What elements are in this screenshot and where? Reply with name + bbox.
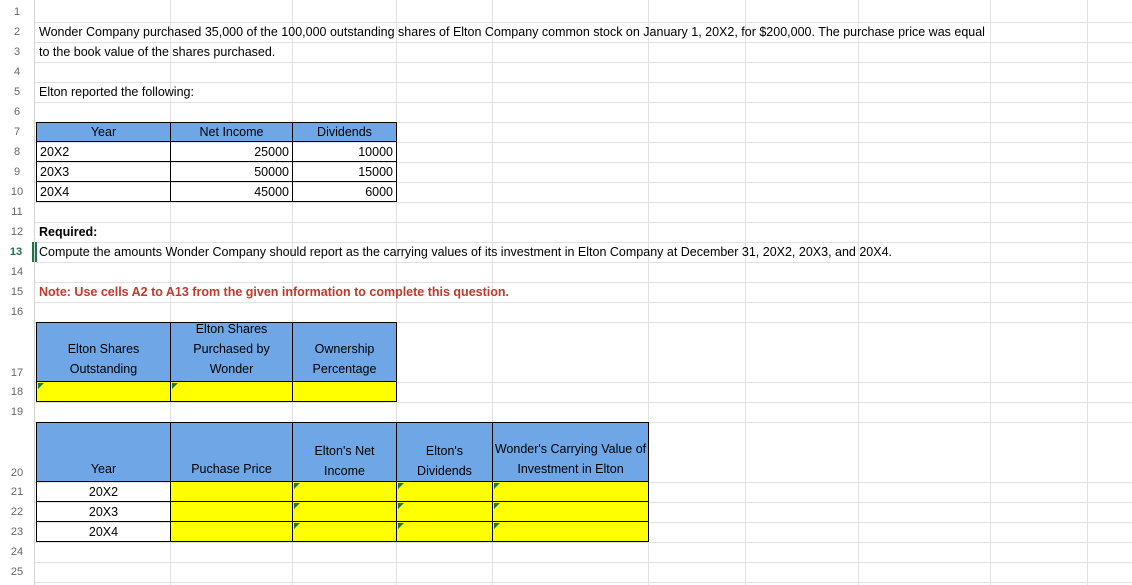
row-header[interactable]: 13	[0, 242, 34, 262]
grid-line	[1087, 0, 1088, 585]
intro-line-1: Wonder Company purchased 35,000 of the 100,000 outstanding shares of Elton Company common stock on January 1, 20X2, for $200,000. The purchase price was equal	[39, 25, 985, 39]
grid-line	[35, 82, 1132, 83]
row-header[interactable]: 16	[0, 302, 34, 322]
formula-indicator-icon	[398, 483, 404, 489]
grid-line	[35, 102, 1132, 103]
ownership-percentage-input[interactable]	[292, 381, 397, 402]
elton-row-year[interactable]: 20X3	[36, 161, 171, 182]
intro-line-2: to the book value of the shares purchased.	[39, 45, 276, 59]
required-label: Required:	[39, 225, 98, 239]
formula-indicator-icon	[294, 483, 300, 489]
row-header[interactable]: 10	[0, 182, 34, 202]
purchase-price-input[interactable]	[170, 481, 293, 502]
elton-header-year: Year	[36, 122, 171, 142]
row-header[interactable]: 25	[0, 562, 34, 582]
carrying-header-purchase-price: Puchase Price	[170, 422, 293, 482]
carrying-header-carrying-value: Wonder's Carrying Value of Investment in Elton	[492, 422, 649, 482]
active-cell-indicator	[35, 242, 37, 262]
elton-row-dividends[interactable]: 6000	[292, 181, 397, 202]
grid-line	[990, 0, 991, 585]
purchase-price-input[interactable]	[170, 521, 293, 542]
dividends-input[interactable]	[396, 481, 493, 502]
elton-row-year[interactable]: 20X4	[36, 181, 171, 202]
row-header[interactable]: 7	[0, 122, 34, 142]
reported-label: Elton reported the following:	[39, 85, 194, 99]
required-text[interactable]: Compute the amounts Wonder Company should report as the carrying values of its investment in Elton Company at December 31, 20X2, 20X3, and 20X4.	[39, 245, 893, 259]
elton-row-net-income[interactable]: 45000	[170, 181, 293, 202]
elton-row-net-income[interactable]: 50000	[170, 161, 293, 182]
row-header[interactable]: 15	[0, 282, 34, 302]
formula-indicator-icon	[38, 383, 44, 389]
shares-outstanding-input[interactable]	[36, 381, 171, 402]
row-header[interactable]: 8	[0, 142, 34, 162]
grid-line	[35, 582, 1132, 583]
formula-indicator-icon	[172, 383, 178, 389]
carrying-header-year: Year	[36, 422, 171, 482]
grid-line	[35, 262, 1132, 263]
net-income-input[interactable]	[292, 481, 397, 502]
formula-indicator-icon	[398, 523, 404, 529]
row-header[interactable]: 12	[0, 222, 34, 242]
elton-row-year[interactable]: 20X2	[36, 141, 171, 162]
row-header[interactable]: 11	[0, 202, 34, 222]
row-header[interactable]: 19	[0, 402, 34, 422]
carrying-year[interactable]: 20X3	[36, 501, 171, 522]
row-header[interactable]: 5	[0, 82, 34, 102]
row-header[interactable]: 20	[0, 422, 34, 482]
row-header-gutter	[34, 0, 35, 585]
grid-line	[35, 202, 1132, 203]
note-text: Note: Use cells A2 to A13 from the given information to complete this question.	[39, 285, 509, 299]
row-header[interactable]: 1	[0, 2, 34, 22]
grid-line	[745, 0, 746, 585]
ownership-header-shares-purchased: Elton Shares Purchased by Wonder	[170, 322, 293, 382]
elton-row-dividends[interactable]: 15000	[292, 161, 397, 182]
row-header[interactable]: 14	[0, 262, 34, 282]
grid-line	[35, 302, 1132, 303]
dividends-input[interactable]	[396, 501, 493, 522]
grid-line	[858, 0, 859, 585]
dividends-input[interactable]	[396, 521, 493, 542]
row-header[interactable]: 17	[0, 322, 34, 382]
elton-header-net-income: Net Income	[170, 122, 293, 142]
carrying-header-dividends: Elton's Dividends	[396, 422, 493, 482]
ownership-header-percentage: Ownership Percentage	[292, 322, 397, 382]
row-header[interactable]: 18	[0, 382, 34, 402]
carrying-year[interactable]: 20X2	[36, 481, 171, 502]
formula-indicator-icon	[494, 523, 500, 529]
grid-line	[35, 402, 1132, 403]
row-header[interactable]: 9	[0, 162, 34, 182]
carrying-value-input[interactable]	[492, 481, 649, 502]
row-header[interactable]: 23	[0, 522, 34, 542]
purchase-price-input[interactable]	[170, 501, 293, 522]
shares-purchased-input[interactable]	[170, 381, 293, 402]
carrying-year[interactable]: 20X4	[36, 521, 171, 542]
net-income-input[interactable]	[292, 501, 397, 522]
carrying-value-input[interactable]	[492, 501, 649, 522]
row-header[interactable]: 24	[0, 542, 34, 562]
carrying-header-net-income: Elton's Net Income	[292, 422, 397, 482]
row-header[interactable]: 6	[0, 102, 34, 122]
elton-row-net-income[interactable]: 25000	[170, 141, 293, 162]
carrying-value-input[interactable]	[492, 521, 649, 542]
ownership-header-shares-outstanding: Elton Shares Outstanding	[36, 322, 171, 382]
grid-line	[35, 542, 1132, 543]
net-income-input[interactable]	[292, 521, 397, 542]
grid-line	[35, 62, 1132, 63]
grid-line	[35, 562, 1132, 563]
row-header[interactable]: 4	[0, 62, 34, 82]
row-header[interactable]: 3	[0, 42, 34, 62]
elton-row-dividends[interactable]: 10000	[292, 141, 397, 162]
grid-line	[35, 222, 1132, 223]
formula-indicator-icon	[294, 503, 300, 509]
elton-header-dividends: Dividends	[292, 122, 397, 142]
row-header[interactable]: 2	[0, 22, 34, 42]
row-header[interactable]: 21	[0, 482, 34, 502]
formula-indicator-icon	[398, 503, 404, 509]
formula-indicator-icon	[494, 483, 500, 489]
formula-indicator-icon	[294, 523, 300, 529]
formula-indicator-icon	[494, 503, 500, 509]
row-header[interactable]: 22	[0, 502, 34, 522]
